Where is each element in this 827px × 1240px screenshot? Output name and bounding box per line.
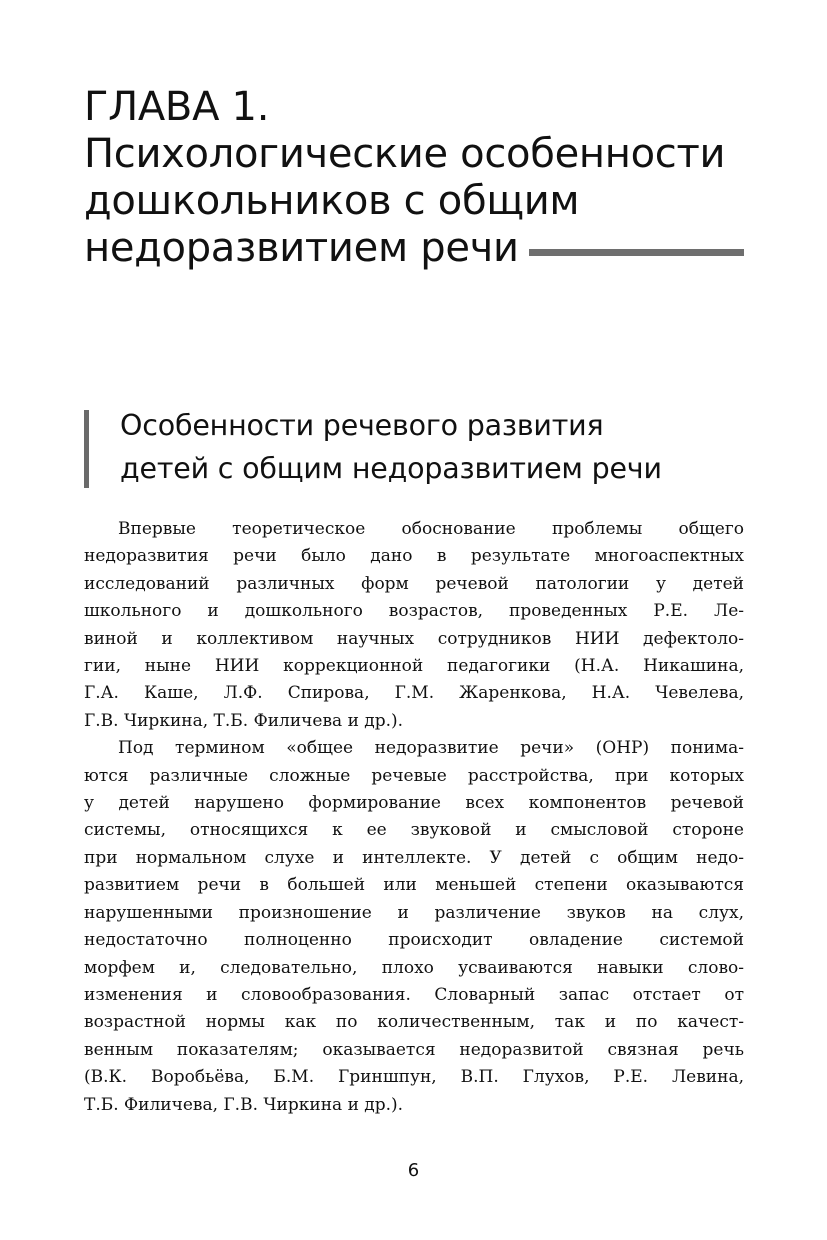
paragraph-line: при нормальном слухе и интеллекте. У детей с общим недо- [84,847,744,868]
body-text [84,516,744,1119]
section-heading-bar [84,410,89,488]
page-number: 6 [407,1160,420,1181]
section-title-line-2: детей с общим недоразвитием речи [120,452,662,485]
paragraph-line: ются различные сложные речевые расстройства, при которых [84,765,744,786]
chapter-title-rule [529,249,744,256]
chapter-label: ГЛАВА 1. [84,84,270,130]
paragraph-line: недостаточно полноценно происходит овладение системой [84,930,744,951]
paragraph-line: развитием речи в большей или меньшей степени оказываются [84,875,744,896]
paragraph-line: гии, ныне НИИ коррекционной педагогики (Н.А. Никашина, [84,656,744,677]
paragraph-line: Под термином «общее недоразвитие речи» (ОНР) понима- [118,738,744,759]
paragraph-line: Г.В. Чиркина, Т.Б. Филичева и др.). [84,710,404,731]
paragraph-line: исследований различных форм речевой патологии у детей [84,573,744,594]
chapter-title-line-2: дошкольников с общим [84,178,580,224]
paragraph-line: Г.А. Каше, Л.Ф. Спирова, Г.М. Жаренкова, Н.А. Чевелева, [84,683,744,704]
paragraph-line: недоразвития речи было дано в результате многоаспектных [84,546,744,567]
paragraph-line: возрастной нормы как по количественным, так и по качест- [84,1012,744,1033]
chapter-heading [84,84,754,272]
paragraph-line: морфем и, следовательно, плохо усваиваются навыки слово- [84,957,744,978]
chapter-title-line-3-text: недоразвитием речи [84,225,519,271]
paragraph-line: Впервые теоретическое обоснование проблемы общего [118,519,744,539]
paragraph-2 [84,735,744,1119]
section-heading [84,404,800,490]
paragraph-line: школьного и дошкольного возрастов, проведенных Р.Е. Ле- [84,601,744,622]
paragraph-line: у детей нарушено формирование всех компонентов речевой [84,793,744,814]
paragraph-line: (В.К. Воробьёва, Б.М. Гриншпун, В.П. Глухов, Р.Е. Левина, [84,1067,744,1088]
chapter-title-line-3 [84,225,754,272]
paragraph-line: венным показателям; оказывается недоразвитой связная речь [84,1039,744,1060]
section-title-line-1: Особенности речевого развития [120,409,604,442]
paragraph-line: нарушенными произношение и различение звуков на слух, [84,902,744,923]
paragraph-line: Т.Б. Филичева, Г.В. Чиркина и др.). [84,1094,404,1115]
paragraph-line: изменения и словообразования. Словарный запас отстает от [84,984,744,1005]
paragraph-line: виной и коллективом научных сотрудников НИИ дефектоло- [84,628,744,649]
paragraph-line: системы, относящихся к ее звуковой и смысловой стороне [84,820,744,841]
chapter-title-line-1: Психологические особенности [84,131,726,177]
paragraph-1 [84,516,744,735]
section-title [120,404,800,490]
